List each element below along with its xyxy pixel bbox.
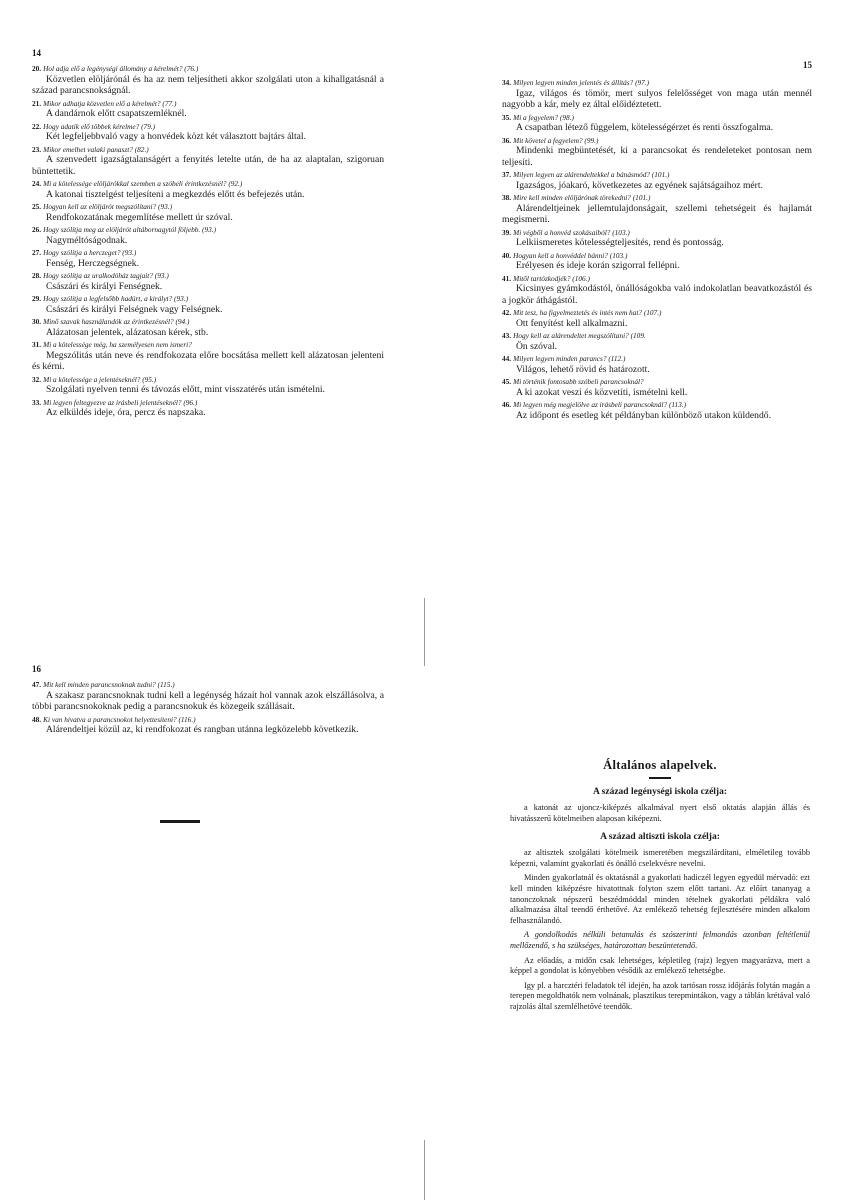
question-text: Mikor adhatja közvetlen elő a kérelmét? (77.) — [43, 98, 177, 108]
question-number: 20. — [32, 64, 42, 73]
page-number: 15 — [803, 60, 812, 70]
answer: Igazságos, jóakaró, következetes az egyének sajátságaihoz mért. — [516, 179, 763, 191]
answer: A szakasz parancsnoknak tudni kell a legénység házait hol vannak azok elszállásolva, a többi parancsnokoknak pedig a parancsnokuk és közegeik szállásait. — [32, 689, 384, 712]
question-number: 46. — [502, 400, 512, 409]
answer: Fenség, Herczegségnek. — [46, 257, 139, 269]
question — [32, 715, 384, 725]
question — [32, 225, 384, 235]
page-15 — [502, 60, 812, 540]
question-text: Milyen legyen minden jelentés és állítás? (97.) — [513, 78, 650, 87]
subheading-legenyseg: A század legénységi iskola czélja: — [592, 787, 728, 797]
question-text: Mit tesz, ha figyelmeztetés és intés nem hat? (107.) — [513, 308, 662, 317]
question — [502, 78, 812, 88]
question-number: 47. — [32, 680, 42, 689]
question — [502, 274, 812, 284]
question-number: 42. — [502, 308, 512, 317]
question-text: Milyen legyen minden parancs? (112.) — [513, 354, 626, 363]
question-text: Mi a kötelessége elöljárókkal szemben a szóbeli érintkezésnél? (92.) — [43, 179, 243, 188]
page-14 — [32, 48, 384, 528]
question — [502, 377, 812, 387]
question — [32, 145, 384, 155]
answer: Igaz, világos és tömör, mert sulyos felelősséget von maga után mennél nagyobb a kár, mely ez által előidéztetett. — [502, 87, 812, 110]
question-number: 22. — [32, 121, 42, 131]
answer: A szenvedett igazságtalanságért a fenyités letelte után, de ha az alaptalan, szigoruan büntettetik. — [32, 154, 384, 177]
question-number: 25. — [32, 202, 42, 211]
question-number: 23. — [32, 144, 42, 154]
question — [32, 122, 384, 132]
question-number: 44. — [502, 354, 512, 363]
answer: Császári és királyi Felségnek vagy Felségnek. — [46, 303, 223, 315]
question-text: Ki van hivatva a parancsnokot helyettesíteni? (116.) — [43, 714, 196, 724]
question-number: 21. — [32, 98, 42, 108]
question-text: Hogy szólítja az uralkodóház tagjait? (93.) — [43, 271, 169, 280]
answer: Lelkiismeretes kötelességteljesítés, rend és pontosság. — [516, 237, 724, 248]
question-text: Mi történik fontosabb szóbeli parancsoknál? — [513, 377, 644, 386]
question — [502, 354, 812, 364]
paragraph: az altisztek szolgálati kötelmeik ismeretében megszilárdítani, elméletileg tovább képezni, valamint gyakorlati és önálló cselekvésre nevelni. — [510, 848, 810, 868]
question-number: 40. — [502, 250, 512, 260]
question-number: 29. — [32, 294, 42, 303]
answer: Alárendeltjei közül az, ki rendfokozat és rangban utánna legközelebb következik. — [46, 724, 359, 735]
question — [32, 375, 384, 385]
question — [502, 170, 812, 180]
answer: A csapatban létező függelem, kötelességérzet és renti összfogalma. — [516, 122, 774, 133]
question-text: Mi legyen feltegyezve az irásbeli jelentéseknél? (96.) — [43, 397, 198, 407]
paragraph-italic: A gondolkodás nélküli betanulás és szószerinti felmondás azonban feltétlenül mellőzendő, s ha szükséges, határozottan beszüntetendő. — [510, 930, 810, 950]
end-rule — [160, 820, 200, 823]
question — [32, 340, 384, 350]
page-16 — [32, 664, 384, 864]
answer: Nagyméltóságodnak. — [46, 234, 128, 246]
answer: Világos, lehető rövid és határozott. — [516, 363, 650, 375]
answer: Alázatosan jelentek, alázatosan kérek, stb. — [46, 326, 209, 338]
paragraph: a katonát az ujoncz-kiképzés alkalmával nyert első oktatás alapján állás és hivatásszerű kötelmeiben alaposan kiképezni. — [510, 803, 810, 823]
question — [32, 294, 384, 304]
answer: Császári és királyi Fenségnek. — [46, 280, 163, 292]
question-number: 33. — [32, 397, 42, 407]
question-number: 24. — [32, 179, 42, 188]
question-number: 43. — [502, 331, 512, 340]
question — [502, 113, 812, 123]
qa-list — [502, 78, 812, 421]
question-number: 27. — [32, 248, 42, 257]
question-text: Hogy adatik elő többek kérelme? (79.) — [43, 121, 156, 131]
paragraph: Igy pl. a harcztéri feladatok tél idején, ha azok tartósan rossz időjárás folytán magán a terepen megoldhatók nem volnának, plasztikus terepmintákon, vagy a táblán krétával való rajzolás által szemlélhetővé teendők. — [510, 980, 810, 1011]
answer: Ön szóval. — [516, 340, 558, 352]
answer: Az időpont és esetleg két példányban különböző utakon küldendő. — [516, 409, 771, 421]
question-text: Hogy szólítja a herczeget? (93.) — [43, 248, 137, 257]
answer: A ki azokat veszi és közvetíti, ismételni kell. — [516, 386, 688, 398]
question-text: Mi legyen még megjelölve az irásbeli parancsoknál? (113.) — [513, 400, 687, 409]
answer: Rendfokozatának megemlítése mellett úr szóval. — [46, 211, 233, 223]
answer: Az elküldés ideje, óra, percz és napszaka. — [46, 407, 206, 418]
answer: Alárendeltjeinek jellemtulajdonságait, szellemi tehetségeit és hajlamát megismerni. — [502, 202, 812, 225]
question-text: Mi a fegyelem? (98.) — [513, 112, 574, 122]
page-number: 16 — [32, 664, 41, 674]
question — [502, 193, 812, 203]
question-text: Hogyan kell a honvéddel bánni? (103.) — [513, 250, 628, 260]
question-number: 36. — [502, 135, 512, 145]
question — [502, 400, 812, 410]
title-rule — [649, 777, 671, 779]
answer: Két legfeljebbvaló vagy a honvédek közt két választott bajtárs által. — [46, 131, 307, 142]
question-number: 37. — [502, 170, 512, 179]
question — [32, 64, 384, 74]
question-text: Milyen legyen az alárendeltekkel a bánásmód? (101.) — [513, 170, 670, 179]
question-text: Mit kell minden parancsnoknak tudni? (115.) — [43, 680, 175, 689]
question-text: Mikor emelhet valaki panaszt? (82.) — [43, 144, 149, 154]
qa-list — [32, 64, 384, 419]
question-text: Hol adja elő a legénységi állomány a kérelmét? (76.) — [43, 64, 199, 73]
question-text: Mitől tartózkodjék? (106.) — [513, 273, 590, 283]
page-divider — [424, 598, 425, 666]
question-text: Mi a kötelessége a jelentéseknél? (95.) — [43, 374, 157, 384]
answer: Erélyesen és ideje korán szigorral fellépni. — [516, 260, 680, 271]
question-text: Mi a kötelessége még, ha személyesen nem ismeri? — [43, 340, 192, 349]
question-number: 34. — [502, 78, 512, 87]
question — [32, 398, 384, 408]
question — [502, 228, 812, 238]
question-text: Mire kell minden elöljárónak törekedni? (101.) — [513, 193, 651, 202]
question-text: Mit követel a fegyelem? (99.) — [513, 135, 599, 145]
question — [32, 99, 384, 109]
answer: Megszólitás után neve és rendfokozata előre bocsátása mellett kell alázatosan jelenteni és kérni. — [32, 349, 384, 372]
page-divider — [424, 1140, 425, 1200]
question-text: Hogy szólítja a legfelsőbb hadúrt, a királyt? (93.) — [43, 294, 189, 303]
paragraph: Az előadás, a midőn csak lehetséges, képletileg (rajz) legyen magyarázva, mert a képpel a gondolat is könyebben vésődik az emlékező tehetségbe. — [510, 955, 810, 976]
question-number: 45. — [502, 377, 512, 386]
page-number: 14 — [32, 48, 41, 58]
question-text: Hogy kell az alárendeltet megszólítani? (109. — [513, 331, 646, 340]
question-number: 35. — [502, 112, 512, 122]
qa-list — [32, 680, 384, 736]
question — [502, 308, 812, 318]
answer: Ott fenyítést kell alkalmazni. — [516, 317, 628, 329]
question — [502, 136, 812, 146]
section-title: Általános alapelvek. — [603, 758, 717, 772]
answer: A dandárnok előtt csapatszemléknél. — [46, 108, 187, 119]
question-number: 41. — [502, 273, 512, 283]
answer: Szolgálati nyelven tenni és távozás előtt, mint visszatérés után ismételni. — [46, 384, 325, 395]
question-number: 32. — [32, 374, 42, 384]
question — [502, 331, 812, 341]
question-number: 28. — [32, 271, 42, 280]
page-17 — [510, 758, 810, 1158]
question-text: Mi végből a honvéd szokásaiból? (103.) — [513, 227, 630, 237]
question-number: 31. — [32, 340, 42, 349]
paragraph: Minden gyakorlatnál és oktatásnál a gyakorlati hadiczél legyen egyedül mérvadó: ezt kell minden kiképzésre hivatottnak folyton szem előtt tartani. Az előírt tananyag a tanonczoknak népszerű beszédmóddal minden tételnek gyakorlati példákra való alkalmazása által teendő érthetővé. Az emlékező tehetség fejlesztésére minden alkalom felhasználandó. — [510, 873, 810, 925]
question-number: 39. — [502, 227, 512, 237]
answer: A katonai tisztelgést teljesíteni a megkezdés előtt és befejezés után. — [46, 188, 305, 200]
question-number: 30. — [32, 317, 42, 326]
question — [32, 248, 384, 258]
answer: Kicsinyes gyámkodástól, önállóságokba való indokolatlan beavatkozástól és a jogkör áthágástól. — [502, 283, 812, 306]
subheading-altiszti: A század altiszti iskola czélja: — [600, 832, 720, 843]
question — [502, 251, 812, 261]
answer: Közvetlen elöljárónál és ha az nem teljesítheti akkor szolgálati uton a kihallgatásnál a század parancsnokságnál. — [32, 73, 384, 96]
question-text: Minő szavak használandók az érintkezésnél? (94.) — [43, 317, 190, 326]
question — [32, 202, 384, 212]
question — [32, 271, 384, 281]
answer: Mindenki megbüntetését, ki a parancsokat és rendeleteket pontosan nem teljesíti. — [502, 145, 812, 168]
question — [32, 317, 384, 327]
question-number: 26. — [32, 225, 42, 234]
question-number: 38. — [502, 193, 512, 202]
question — [32, 179, 384, 189]
question-number: 48. — [32, 714, 42, 724]
question-text: Hogy szólítja meg az elöljárót altábornagytól följebb. (93.) — [43, 225, 217, 234]
question — [32, 680, 384, 690]
question-text: Hogyan kell az elöljárót megszólítani? (93.) — [43, 202, 173, 211]
